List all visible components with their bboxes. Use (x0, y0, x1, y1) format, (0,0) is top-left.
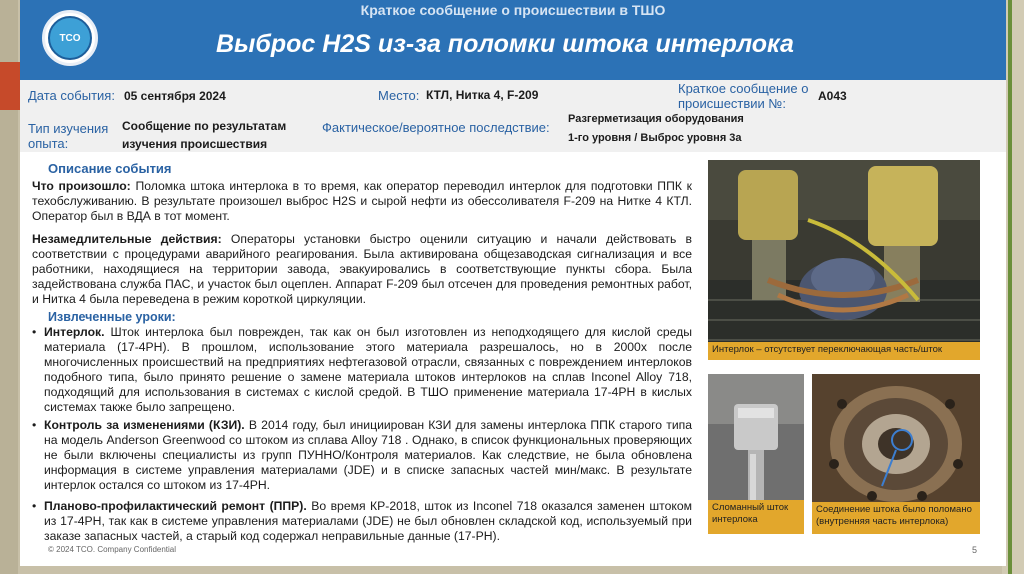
slide-content (20, 152, 1006, 566)
stem-joint-caption-line2: (внутренняя часть интерлока) (816, 516, 949, 527)
lesson-text: Во время КР-2018, шток из Inconel 718 оказался заменен штоком из 17-4PH, так как в системе управления материалами (JDE) не был обновлен складской код, используемый при заказе запасных частей, а старый код содержал неправильные данные (17-PH). (44, 499, 692, 543)
date-value: 05 сентября 2024 (124, 89, 226, 103)
report-number-value: A043 (818, 89, 847, 103)
interlock-image (708, 160, 980, 360)
date-label: Дата события: (28, 88, 115, 103)
company-logo (42, 10, 98, 66)
lesson-item (32, 325, 692, 415)
slide-title: Выброс H2S из-за поломки штока интерлока (216, 30, 794, 58)
lessons-title: Извлеченные уроки: (48, 310, 176, 324)
report-number-label-line2: происшествии №: (678, 96, 786, 111)
lesson-item (32, 418, 692, 493)
bullet-icon: • (32, 418, 37, 432)
footer-copyright: © 2024 TCO. Company Confidential (48, 545, 177, 554)
type-label-line2: опыта: (28, 136, 69, 151)
accent-tab (0, 62, 20, 110)
description-title: Описание события (48, 161, 172, 176)
main-photo-caption: Интерлок – отсутствует переключающая часть/шток (708, 342, 980, 360)
lesson-item (32, 499, 692, 544)
interlock-photo (708, 160, 980, 360)
lesson-label: Контроль за изменениями (КЗИ). (44, 418, 245, 432)
place-label: Место: (378, 88, 420, 103)
logo-emblem: TCO (48, 16, 92, 60)
broken-stem-caption-line1: Сломанный шток (712, 502, 789, 513)
consequence-label: Фактическое/вероятное последствие: (322, 120, 550, 135)
lesson-text: В 2014 году, был инициирован КЗИ для замены интерлока ППК старого типа на модель Anderson Greenwood со штоком из сплава Alloy 718 . Однако, в список функциональных проверяющих не были включены специалисты из групп ПУННО/Контроля материалов. Как следствие, не была обновлена информация в системе управления материалами (JDE) и в списке запасных частей мин/макс. В результате интерлок остался со штоком из 17-4PH. (44, 418, 692, 492)
broken-stem-photo (708, 374, 804, 534)
stem-joint-photo (812, 374, 980, 534)
stem-joint-caption (812, 502, 980, 534)
report-number-label-line1: Краткое сообщение о (678, 81, 809, 96)
incident-info-panel (20, 80, 1006, 152)
immediate-actions-label: Незамедлительные действия: (32, 232, 222, 246)
type-label-line1: Тип изучения (28, 121, 109, 136)
bullet-icon: • (32, 499, 37, 513)
header-supertitle: Краткое сообщение о происшествии в ТШО (360, 2, 666, 18)
place-value: КТЛ, Нитка 4, F-209 (426, 88, 539, 102)
immediate-actions-text: Операторы установки быстро оценили ситуацию и начали действовать в соответствии с процедурами аварийного реагирования. Была активирована общезаводская сигнализация и все работники, находящиеся на территории завода, эвакуировались в соответствующие пункты сбора. Была задействована служба ПАС, и участок был оцеплен. Аппарат F-209 был отсечен для проведения ремонтных работ, и Нитка 4 была переведена в режим короткой циркуляции. (32, 232, 693, 306)
lesson-label: Планово-профилактический ремонт (ППР). (44, 499, 307, 513)
what-happened-label: Что произошло: (32, 179, 131, 193)
type-value-line2: изучения происшествия (122, 137, 268, 151)
broken-stem-caption-line2: интерлока (712, 514, 758, 525)
page-number: 5 (972, 545, 978, 555)
consequence-value-line1: Разгерметизация оборудования (568, 113, 744, 125)
lesson-label: Интерлок. (44, 325, 105, 339)
consequence-value-line2: 1-го уровня / Выброс уровня 3а (568, 132, 742, 144)
immediate-actions-paragraph (32, 232, 692, 307)
slide-header (20, 0, 1006, 80)
broken-stem-caption (708, 500, 804, 534)
accent-bar (1008, 0, 1012, 574)
what-happened-paragraph (32, 179, 692, 224)
what-happened-text: Поломка штока интерлока в то время, как оператор переводил интерлок для подготовки ППК к техобслуживанию. В результате произошел выброс H2S и сырой нефти из обессоливателя F-209 на Нитке 4 КТЛ. Оператор был в ВДА в тот момент. (32, 179, 692, 223)
bullet-icon: • (32, 325, 37, 339)
type-value-line1: Сообщение по результатам (122, 119, 287, 133)
slide (20, 0, 1006, 566)
stem-joint-caption-line1: Соединение штока было поломано (816, 504, 972, 515)
lesson-text: Шток интерлока был поврежден, так как он был изготовлен из неподходящего для кислой среды материала (17-4PH). В прошлом, использование этого материала разрешалось, но в 2000х после многочисленных происшествий на предприятиях нефтегазовой отрасли, связанных с повреждением интерлоков подобного типа, было принято решение о замене материала штоков интерлоков на сплав Inconel Alloy 718, подходящий для использования в системах с кислой средой. В ТШО применение материала 17-4PH в кислых системах также было запрещено. (44, 325, 692, 414)
